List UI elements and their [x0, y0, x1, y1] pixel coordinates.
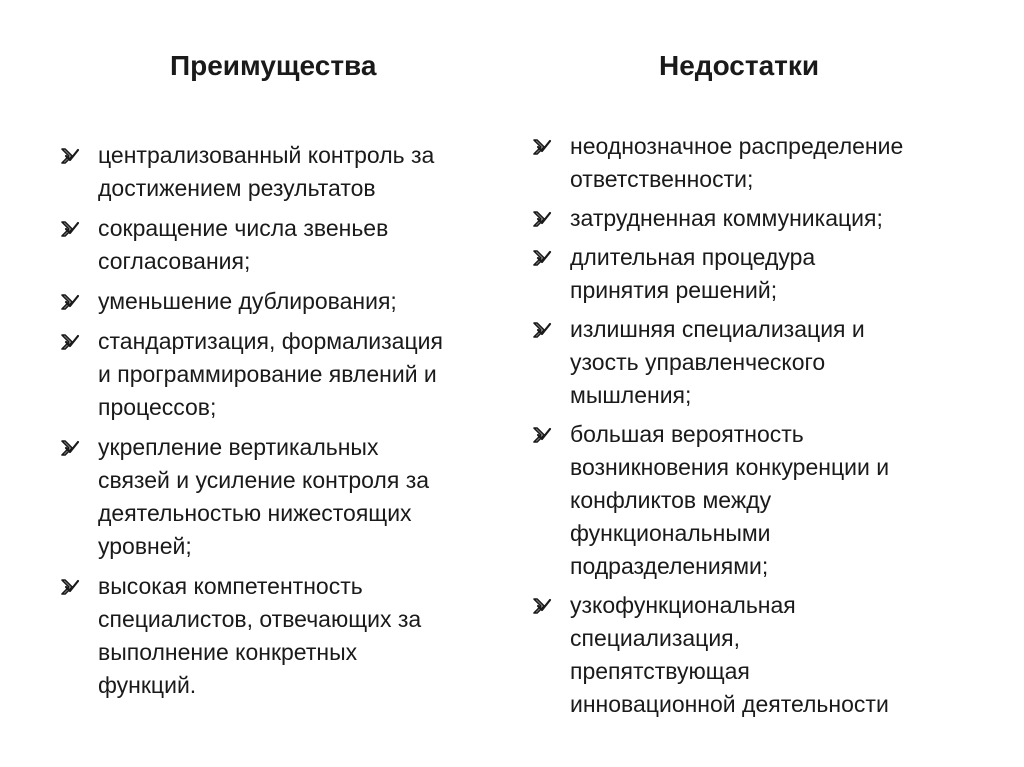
list-item-text-line: функций. — [98, 672, 197, 698]
arrow-check-bullet-icon — [532, 209, 552, 229]
list-item — [530, 130, 903, 196]
list-item-text-line: уменьшение дублирования; — [98, 288, 397, 314]
list-item — [58, 212, 443, 278]
list-item-text-line: укрепление вертикальных — [98, 434, 379, 460]
list-item-text-line: уровней; — [98, 533, 192, 559]
list-item-text-line: возникновения конкуренции и — [570, 454, 890, 480]
arrow-check-bullet-icon — [532, 596, 552, 616]
list-item-text-line: процессов; — [98, 394, 217, 420]
list-item — [58, 139, 443, 205]
list-item-text-line: выполнение конкретных — [98, 639, 358, 665]
list-item-text-line: узкофункциональная — [570, 592, 796, 618]
list-item — [530, 313, 903, 412]
arrow-check-bullet-icon — [60, 219, 80, 239]
list-item-text-line: мышления; — [570, 382, 692, 408]
list-item — [530, 202, 903, 235]
list-item-text-line: и программирование явлений и — [98, 361, 437, 387]
list-item-text-line: подразделениями; — [570, 553, 769, 579]
list-item-text-line: деятельностью нижестоящих — [98, 500, 412, 526]
list-item-text-line: специалистов, отвечающих за — [98, 606, 422, 632]
list-item — [530, 589, 903, 721]
list-item-text-line: сокращение числа звеньев — [98, 215, 389, 241]
arrow-check-bullet-icon — [60, 332, 80, 352]
list-item-text-line: излишняя специализация и — [570, 316, 865, 342]
list-item-text-line: стандартизация, формализация — [98, 328, 443, 354]
list-item — [58, 325, 443, 424]
arrow-check-bullet-icon — [532, 320, 552, 340]
advantages-list — [58, 139, 443, 709]
list-item-text-line: принятия решений; — [570, 277, 778, 303]
list-item — [58, 431, 443, 563]
list-item-text-line: большая вероятность — [570, 421, 804, 447]
advantages-heading: Преимущества — [170, 50, 377, 81]
list-item-text-line: достижением результатов — [98, 175, 376, 201]
list-item-text-line: неоднозначное распределение — [570, 133, 904, 159]
list-item — [530, 241, 903, 307]
list-item-text-line: высокая компетентность — [98, 573, 363, 599]
list-item-text-line: конфликтов между — [570, 487, 772, 513]
arrow-check-bullet-icon — [532, 248, 552, 268]
list-item-text-line: согласования; — [98, 248, 251, 274]
list-item-text-line: узость управленческого — [570, 349, 826, 375]
arrow-check-bullet-icon — [60, 146, 80, 166]
list-item-text-line: инновационной деятельности — [570, 691, 889, 717]
arrow-check-bullet-icon — [60, 577, 80, 597]
arrow-check-bullet-icon — [60, 292, 80, 312]
disadvantages-list — [530, 130, 903, 727]
arrow-check-bullet-icon — [532, 137, 552, 157]
list-item — [530, 418, 903, 583]
list-item-text-line: длительная процедура — [570, 244, 816, 270]
list-item-text-line: специализация, — [570, 625, 741, 651]
list-item-text-line: затрудненная коммуникация; — [570, 205, 883, 231]
list-item — [58, 570, 443, 702]
list-item-text-line: ответственности; — [570, 166, 754, 192]
list-item — [58, 285, 443, 318]
list-item-text-line: связей и усиление контроля за — [98, 467, 430, 493]
arrow-check-bullet-icon — [60, 438, 80, 458]
list-item-text-line: препятствующая — [570, 658, 750, 684]
disadvantages-heading: Недостатки — [659, 50, 820, 81]
list-item-text-line: централизованный контроль за — [98, 142, 435, 168]
list-item-text-line: функциональными — [570, 520, 771, 546]
arrow-check-bullet-icon — [532, 425, 552, 445]
